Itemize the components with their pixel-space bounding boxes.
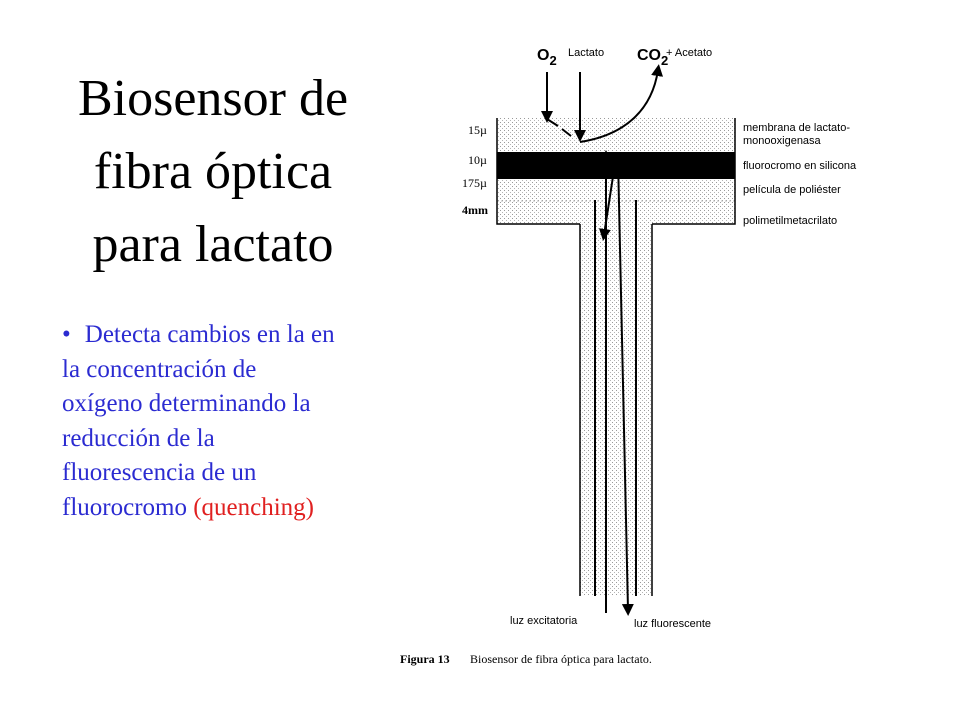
bullet-text-1: Detecta cambios en la en	[84, 321, 335, 348]
excitation-label: luz excitatoria	[510, 615, 578, 627]
lactato-label: Lactato	[568, 47, 605, 59]
quenching-highlight: (quenching)	[193, 493, 315, 521]
top-labels	[537, 47, 712, 68]
membrane-layer	[497, 118, 735, 152]
slide-title	[28, 62, 398, 281]
bullet-text-6: fluorocromo	[62, 493, 187, 521]
bullet-line-3: oxígeno determinando la	[62, 390, 311, 417]
dim-4mm: 4mm	[462, 203, 488, 217]
title-line-2: fibra óptica	[93, 143, 333, 200]
bottom-labels	[510, 615, 711, 630]
co2-label: $CO_2$	[637, 47, 669, 68]
bullet-line-4: reducción de la	[62, 424, 215, 452]
caption-text: Biosensor de fibra óptica para lactato.	[470, 652, 652, 666]
title-line-3: para lactato	[92, 216, 334, 273]
bullet-line-5: fluorescencia de un	[62, 459, 257, 486]
bullet-line-2: la concentración de	[62, 355, 257, 383]
title-line-1: Biosensor de	[77, 70, 349, 127]
acetato-label: + Acetato	[666, 47, 713, 59]
biosensor-diagram	[400, 30, 960, 690]
dimension-labels	[462, 123, 488, 217]
fluorescent-label: luz fluorescente	[634, 618, 712, 630]
membrane-label-1: membrana de lactato-	[743, 122, 850, 134]
dim-10u: 10µ	[468, 153, 487, 167]
layer-labels	[743, 122, 857, 227]
figure-caption	[400, 652, 652, 666]
fiber-body	[580, 224, 652, 596]
fluorochrome-label: fluorocromo en silicona	[743, 160, 857, 172]
polyester-layer	[497, 179, 735, 224]
dim-175u: 175µ	[462, 176, 487, 190]
bullet-point	[62, 318, 422, 525]
o2-label: $O_2$	[537, 47, 557, 68]
bullet-line-1	[62, 318, 422, 353]
membrane-label-2: monooxigenasa	[743, 135, 821, 147]
dim-15u: 15µ	[468, 123, 487, 137]
polyester-label: película de poliéster	[743, 184, 841, 196]
sensor-layers	[497, 118, 735, 224]
pmma-label: polimetilmetacrilato	[743, 215, 838, 227]
fluorochrome-layer	[497, 152, 735, 179]
optical-fiber	[580, 200, 652, 596]
bullet-dot-icon: •	[62, 321, 71, 348]
bullet-line-6	[62, 491, 422, 526]
caption-label: Figura 13	[400, 652, 450, 666]
